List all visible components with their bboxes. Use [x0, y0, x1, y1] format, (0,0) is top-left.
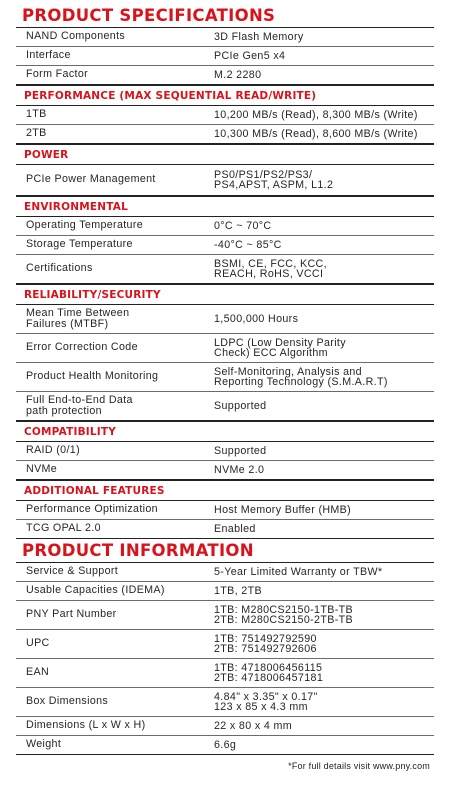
spec-value-line: PS4,APST, ASPM, L1.2 [214, 179, 334, 191]
spec-value-line: 10,300 MB/s (Read), 8,600 MB/s (Write) [214, 127, 418, 140]
spec-value-line: 10,200 MB/s (Read), 8,300 MB/s (Write) [214, 108, 418, 121]
spec-label-line: Usable Capacities (IDEMA) [26, 584, 165, 597]
spec-value-line: 22 x 80 x 4 mm [214, 719, 292, 732]
spec-label-line: TCG OPAL 2.0 [26, 522, 101, 535]
spec-label-line: Dimensions (L x W x H) [26, 719, 146, 732]
spec-value-line: PCIe Gen5 x4 [214, 49, 286, 62]
spec-row-storage-temperature [16, 236, 434, 255]
spec-label-line: UPC [26, 637, 50, 650]
spec-label [16, 174, 204, 186]
spec-label [16, 220, 204, 232]
spec-label [16, 69, 204, 81]
spec-row-certifications [16, 255, 434, 284]
spec-value-line: 3D Flash Memory [214, 30, 304, 43]
spec-label [16, 263, 204, 275]
spec-label [16, 128, 204, 140]
spec-row-pny-part-number [16, 601, 434, 630]
spec-label-line: Interface [26, 49, 71, 62]
spec-label [16, 667, 204, 679]
spec-value [204, 692, 434, 713]
spec-row-weight [16, 736, 434, 755]
spec-value-line: 123 x 85 x 4.3 mm [214, 701, 308, 713]
spec-row-upc [16, 630, 434, 659]
section-title: PERFORMANCE (MAX SEQUENTIAL READ/WRITE) [16, 86, 434, 106]
section-environmental [16, 196, 434, 284]
spec-value-line: -40°C ~ 85°C [214, 238, 282, 251]
spec-value [204, 129, 434, 140]
spec-value [204, 221, 434, 232]
spec-value [204, 259, 434, 280]
section-title: POWER [16, 145, 434, 165]
spec-value [204, 586, 434, 597]
section-reliability-security [16, 284, 434, 421]
spec-label-line: Mean Time Between [26, 306, 130, 319]
spec-value [204, 401, 434, 412]
spec-value-line: 2TB: 4718006457181 [214, 672, 324, 684]
section-performance-max-sequential-read-write [16, 85, 434, 144]
product-specifications-title: PRODUCT SPECIFICATIONS [22, 6, 276, 25]
section-title: COMPATIBILITY [16, 422, 434, 442]
section-title: ADDITIONAL FEATURES [16, 481, 434, 501]
spec-label [16, 566, 204, 578]
spec-value-line: 1TB: 751492792590 [214, 632, 317, 645]
spec-value-line: BSMI, CE, FCC, KCC, [214, 257, 327, 270]
spec-row-nvme [16, 461, 434, 480]
spec-value [204, 367, 434, 388]
spec-value [204, 110, 434, 121]
spec-value [204, 170, 434, 191]
spec-row-product-health-monitoring [16, 363, 434, 392]
spec-value-line: 2TB: M280CS2150-2TB-TB [214, 614, 353, 626]
spec-value-line: 6.6g [214, 738, 237, 751]
spec-label-line: Form Factor [26, 68, 89, 81]
spec-label [16, 308, 204, 331]
spec-value-line: 1TB: M280CS2150-1TB-TB [214, 603, 353, 616]
spec-row-tcg-opal-2-0 [16, 520, 434, 539]
section-additional-features [16, 480, 434, 539]
spec-value-line: Check) ECC Algorithm [214, 347, 328, 359]
spec-row-performance-optimization [16, 501, 434, 520]
spec-label-line: Full End-to-End Data [26, 393, 133, 406]
spec-label [16, 109, 204, 121]
spec-row-interface [16, 47, 434, 66]
spec-row-raid-0-1 [16, 442, 434, 461]
spec-label [16, 31, 204, 43]
spec-value-line: PS0/PS1/PS2/PS3/ [214, 168, 313, 181]
section-power [16, 144, 434, 196]
product-information-table [16, 562, 434, 755]
section-general [16, 27, 434, 85]
spec-row-2tb [16, 125, 434, 144]
spec-value [204, 524, 434, 535]
spec-row-form-factor [16, 66, 434, 85]
spec-row-box-dimensions [16, 688, 434, 717]
spec-label [16, 50, 204, 62]
spec-value-line: Self-Monitoring, Analysis and [214, 365, 362, 378]
spec-value-line: 2TB: 751492792606 [214, 643, 317, 655]
spec-value-line: Supported [214, 444, 267, 457]
spec-value [204, 721, 434, 732]
spec-value-line: REACH, RoHS, VCCI [214, 268, 324, 280]
spec-label-line: Storage Temperature [26, 238, 133, 251]
spec-label-line: Product Health Monitoring [26, 370, 159, 383]
spec-label [16, 696, 204, 708]
spec-label [16, 371, 204, 383]
spec-value-line: Supported [214, 399, 267, 412]
spec-label [16, 739, 204, 751]
spec-label-line: 2TB [26, 127, 47, 140]
spec-row-error-correction-code [16, 334, 434, 363]
spec-value-line: 4.84" x 3.35" x 0.17" [214, 690, 318, 703]
spec-row-service-support [16, 563, 434, 582]
spec-value-line: Reporting Technology (S.M.A.R.T) [214, 376, 388, 388]
product-information-title: PRODUCT INFORMATION [22, 541, 254, 560]
spec-label [16, 445, 204, 457]
spec-label [16, 504, 204, 516]
spec-value [204, 634, 434, 655]
spec-value-line: 1TB, 2TB [214, 584, 262, 597]
spec-row-nand-components [16, 28, 434, 47]
spec-value-line: M.2 2280 [214, 68, 262, 81]
spec-row-mean-time-between-failures-mtbf [16, 305, 434, 334]
spec-label [16, 720, 204, 732]
spec-value-line: NVMe 2.0 [214, 463, 265, 476]
spec-label [16, 342, 204, 354]
spec-value [204, 567, 434, 578]
spec-value-line: Enabled [214, 522, 256, 535]
spec-value-line: 0°C ~ 70°C [214, 219, 272, 232]
spec-value [204, 70, 434, 81]
spec-row-pcie-power-management [16, 165, 434, 196]
spec-value-line: 1TB: 4718006456115 [214, 661, 323, 674]
spec-label-line: NAND Components [26, 30, 126, 43]
spec-label [16, 523, 204, 535]
spec-label-line: PCIe Power Management [26, 173, 156, 186]
spec-value-line: Host Memory Buffer (HMB) [214, 503, 352, 516]
spec-value [204, 338, 434, 359]
spec-value [204, 505, 434, 516]
spec-label-line: Performance Optimization [26, 503, 158, 516]
spec-row-dimensions-l-x-w-x-h [16, 717, 434, 736]
section-compatibility [16, 421, 434, 480]
spec-label-line: path protection [26, 405, 102, 417]
spec-label [16, 638, 204, 650]
spec-label [16, 239, 204, 251]
spec-label-line: EAN [26, 666, 50, 679]
spec-value [204, 740, 434, 751]
spec-label-line: Certifications [26, 262, 93, 275]
spec-label-line: 1TB [26, 108, 47, 121]
spec-label-line: NVMe [26, 463, 58, 476]
footnote: *For full details visit www.pny.com [288, 761, 430, 771]
spec-value-line: 5-Year Limited Warranty or TBW* [214, 565, 383, 578]
spec-label-line: Failures (MTBF) [26, 318, 109, 330]
spec-label-line: PNY Part Number [26, 608, 117, 621]
spec-row-full-end-to-end-data-path-protection [16, 392, 434, 421]
specifications-table [16, 27, 434, 539]
spec-value [204, 446, 434, 457]
spec-label [16, 464, 204, 476]
spec-label [16, 609, 204, 621]
section-title: RELIABILITY/SECURITY [16, 285, 434, 305]
spec-value [204, 240, 434, 251]
spec-value [204, 32, 434, 43]
section-title: ENVIRONMENTAL [16, 197, 434, 217]
spec-row-operating-temperature [16, 217, 434, 236]
spec-label-line: RAID (0/1) [26, 444, 80, 457]
spec-row-usable-capacities-idema [16, 582, 434, 601]
spec-value [204, 51, 434, 62]
spec-value [204, 663, 434, 684]
spec-label-line: Weight [26, 738, 62, 751]
spec-label-line: Box Dimensions [26, 695, 109, 708]
spec-value [204, 605, 434, 626]
spec-row-ean [16, 659, 434, 688]
spec-label-line: Error Correction Code [26, 341, 138, 354]
spec-label [16, 585, 204, 597]
spec-label [16, 395, 204, 418]
spec-label-line: Service & Support [26, 565, 119, 578]
spec-row-1tb [16, 106, 434, 125]
spec-value-line: 1,500,000 Hours [214, 312, 299, 325]
spec-label-line: Operating Temperature [26, 219, 144, 232]
spec-value-line: LDPC (Low Density Parity [214, 336, 346, 349]
spec-value [204, 314, 434, 325]
spec-value [204, 465, 434, 476]
